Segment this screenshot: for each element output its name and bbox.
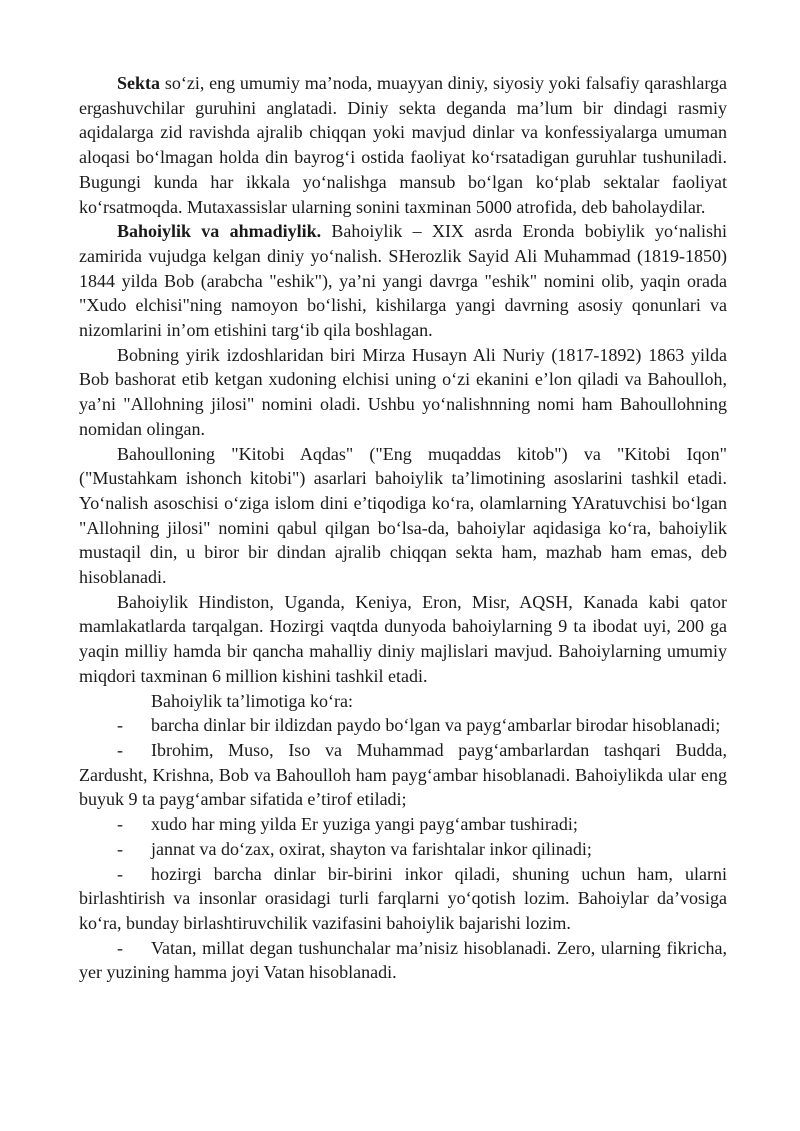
- list-item-text: Vatan, millat degan tushunchalar ma’nisiz hisoblanadi. Zero, ularning fikricha, yer yuzining hamma joyi Vatan hisoblanadi.: [79, 937, 727, 983]
- bullet-marker: -: [117, 814, 123, 835]
- document-page: [79, 71, 727, 985]
- term-sekta: Sekta: [117, 73, 161, 93]
- paragraph-text: Bahoiylik – XIX asrda Eronda bobiylik yo‘nalishi zamirida vujudga kelgan diniy yo‘nalish. SHerozlik Sayid Ali Muhammad (1819-1850) 1844 yilda Bob (arabcha "eshik"), ya’ni yangi davrga "eshik" nomini olib, yaqin orada "Xudo elchisi"ning namoyon bo‘lishi, kishilarga yangi davrning asosiy qonunlari va nizomlarini in’om etishini targ‘ib qila boshlagan.: [79, 221, 727, 341]
- paragraph-text: so‘zi, eng umumiy ma’noda, muayyan diniy, siyosiy yoki falsafiy qarashlarga ergashuvchilar guruhini anglatadi. Diniy sekta deganda ma’lum bir dindagi rasmiy aqidalarga zid ravishda ajralib chiqqan yoki mavjud dinlar va konfessiyalarga umuman aloqasi bo‘lmagan holda din bayrog‘i ostida faoliyat ko‘rsatadigan guruhlar tushuniladi. Bugungi kunda har ikkala yo‘nalishga mansub bo‘lgan ko‘plab sektalar faoliyat ko‘rsatmoqda. Mutaxassislar ularning sonini taxminan 5000 atrofida, deb baholaydilar.: [79, 73, 727, 217]
- list-intro: Bahoiylik ta’limotiga ko‘ra:: [151, 690, 353, 711]
- section-heading-bahoiylik: Bahoiylik va ahmadiylik.: [117, 221, 322, 242]
- list-item: [79, 713, 727, 738]
- paragraph-bahoiylik: [79, 219, 727, 343]
- list-item-text: barcha dinlar bir ildizdan paydo bo‘lgan va payg‘ambarlar birodar hisoblanadi;: [151, 715, 721, 736]
- list-item-text: hozirgi barcha dinlar bir-birini inkor qiladi, shuning uchun ham, ularni birlashtirish va insonlar orasidagi turli farqlarni yo‘qotish lozim. Bahoiylar da’vosiga ko‘ra, bunday birlashtiruvchilik vazifasini bahoiylik bajarishi lozim.: [79, 863, 727, 933]
- paragraph-sekta: [79, 71, 727, 219]
- paragraph-text: Bobning yirik izdoshlaridan biri Mirza Husayn Ali Nuriy (1817-1892) 1863 yilda Bob bashorat etib ketgan xudoning elchisi uning o‘zi ekanini e’lon qiladi va Bahoulloh, ya’ni "Allohning jilosi" nomini oladi. Ushbu yo‘nalishnning nomi ham Bahoullohning nomidan olingan.: [79, 344, 727, 439]
- bullet-marker: -: [117, 739, 123, 760]
- list-item: [79, 936, 727, 985]
- list-item: [79, 837, 727, 862]
- list-item: [79, 812, 727, 837]
- list-item: [79, 738, 727, 812]
- paragraph-bob-followers: [79, 343, 727, 442]
- paragraph-text: Bahoulloning "Kitobi Aqdas" ("Eng muqaddas kitob") va "Kitobi Iqon" ("Mustahkam ishonch kitobi") asarlari bahoiylik ta’limotining asoslarini tashkil etadi. Yo‘nalish asoschisi o‘ziga islom dini e’tiqodiga ko‘ra, olamlarning YAratuvchisi bo‘lgan "Allohning jilosi" nomini qabul qilgan bo‘lsa-da, bahoiylar aqidasiga ko‘ra, bahoiylik mustaqil din, u biror bir dindan ajralib chiqqan sekta ham, mazhab ham emas, deb hisoblanadi.: [79, 443, 727, 588]
- list-item-text: Ibrohim, Muso, Iso va Muhammad payg‘ambarlardan tashqari Budda, Zardusht, Krishna, Bob va Bahoulloh ham payg‘ambar hisoblanadi. Bahoiylikda ular eng buyuk 9 ta payg‘ambar sifatida e’tirof etiladi;: [79, 739, 727, 810]
- bullet-marker: -: [117, 937, 123, 958]
- list-item-text: xudo har ming yilda Er yuziga yangi payg‘ambar tushiradi;: [151, 814, 578, 835]
- bullet-marker: -: [117, 863, 123, 884]
- paragraph-spread: [79, 590, 727, 689]
- list-item-text: jannat va do‘zax, oxirat, shayton va farishtalar inkor qilinadi;: [151, 838, 592, 859]
- bullet-marker: -: [117, 838, 123, 859]
- paragraph-kitobi-aqdas: [79, 442, 727, 590]
- bullet-marker: -: [117, 715, 123, 736]
- list-item: [79, 862, 727, 936]
- paragraph-text: Bahoiylik Hindiston, Uganda, Keniya, Eron, Misr, AQSH, Kanada kabi qator mamlakatlarda tarqalgan. Hozirgi vaqtda dunyoda bahoiylarning 9 ta ibodat uyi, 200 ga yaqin milliy hamda bir qancha mahalliy diniy majlislari mavjud. Bahoiylarning umumiy miqdori taxminan 6 million kishini tashkil etadi.: [79, 591, 727, 686]
